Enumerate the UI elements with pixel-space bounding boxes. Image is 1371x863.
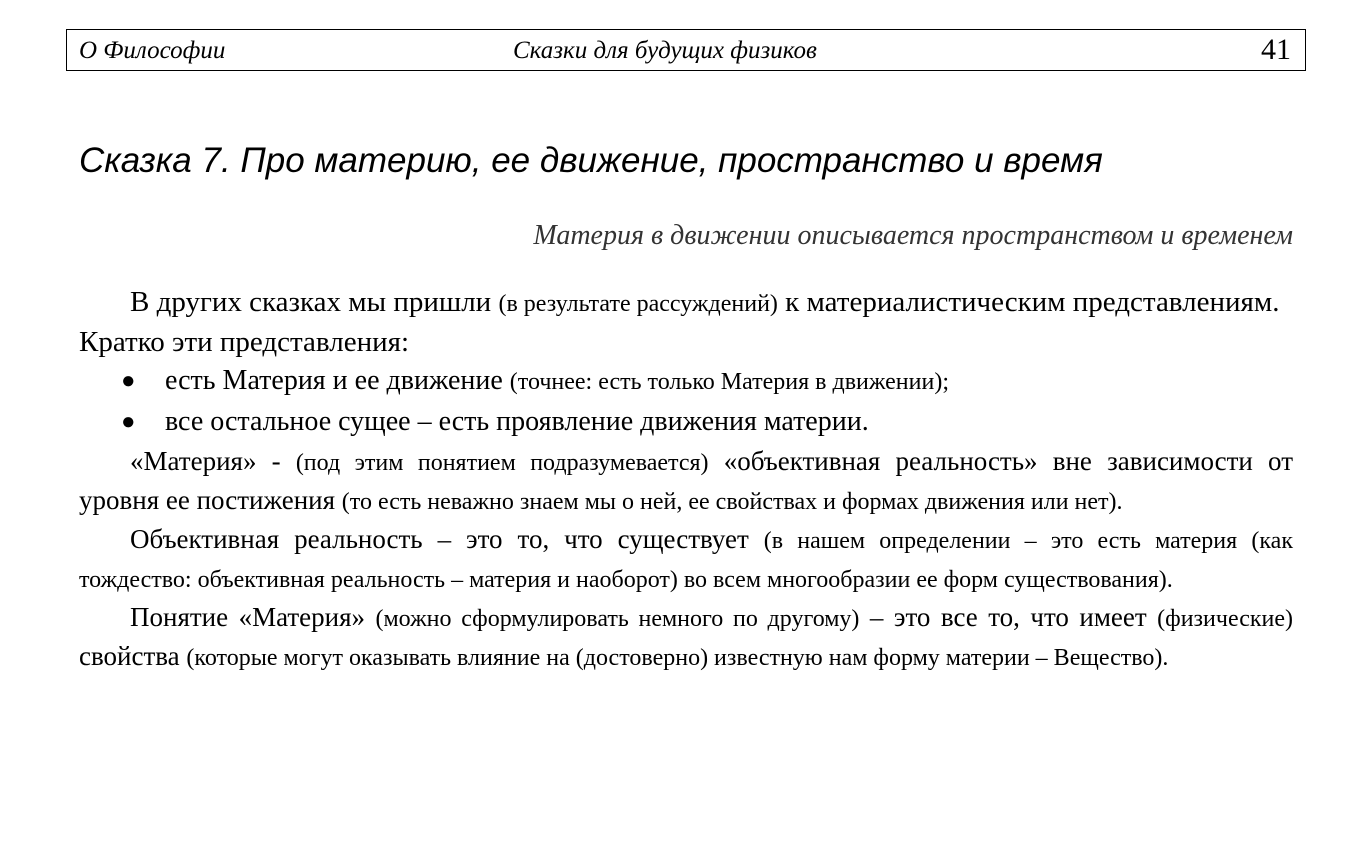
list-item-text: все остальное сущее – есть проявление движения материи. <box>165 406 869 437</box>
paragraph-5-aside-3: (которые могут оказывать влияние на (достоверно) известную нам форму материи – Вещество). <box>186 645 1169 671</box>
list-item-aside: (точнее: есть только Материя в движении); <box>509 369 949 395</box>
paragraph-4-text-a: Объективная реальность – это то, что существует <box>130 524 764 554</box>
list-item <box>79 361 1293 402</box>
chapter-title: Сказка 7. Про материю, ее движение, пространство и время <box>79 141 1103 180</box>
page-number: 41 <box>1261 33 1291 66</box>
header-section-title: О Философии <box>79 37 226 64</box>
list-item <box>79 402 1293 443</box>
paragraph-1 <box>79 283 1293 323</box>
bullet-list <box>79 361 1293 443</box>
paragraph-5-aside-2: (физические) <box>1157 606 1293 632</box>
paragraph-4 <box>79 521 1293 599</box>
bullet-dot-icon: ● <box>121 368 136 394</box>
paragraph-3-text-c: «объективная реальность» вне зависимости от уровня ее постижения <box>79 446 1293 515</box>
paragraph-5-text-c: – это все то, что имеет <box>859 602 1158 632</box>
paragraph-1-text-a: В других сказках мы пришли <box>130 286 499 318</box>
bullet-dot-icon: ● <box>121 409 136 435</box>
paragraph-5-text-a: Понятие «Материя» <box>130 602 376 632</box>
paragraph-5-aside: (можно сформулировать немного по другому) <box>375 606 860 632</box>
paragraph-3 <box>79 443 1293 521</box>
paragraph-1-text-c: к материалистическим представлениям. <box>777 286 1280 318</box>
paragraph-3-aside-2: (то есть неважно знаем мы о ней, ее свойствах и формах движения или нет). <box>341 489 1123 515</box>
list-item-text: есть Материя и ее движение <box>165 365 510 396</box>
header-book-title: Сказки для будущих физиков <box>513 37 817 64</box>
paragraph-3-aside: (под этим понятием подразумевается) <box>295 450 709 476</box>
paragraph-5-text-e: свойства <box>79 641 187 671</box>
body-text <box>79 283 1293 677</box>
paragraph-2: Кратко эти представления: <box>79 326 410 358</box>
paragraph-1-aside: (в результате рассуждений) <box>498 291 778 317</box>
running-header <box>66 29 1306 71</box>
paragraph-5 <box>79 599 1293 677</box>
paragraph-4-aside: (в нашем определении – это есть материя (как тождество: объективная реальность – материя и наоборот) во всем многообразии ее форм существования). <box>79 528 1293 593</box>
paragraph-3-text-a: «Материя» - <box>130 446 296 476</box>
epigraph: Материя в движении описывается пространством и временем <box>533 220 1293 251</box>
